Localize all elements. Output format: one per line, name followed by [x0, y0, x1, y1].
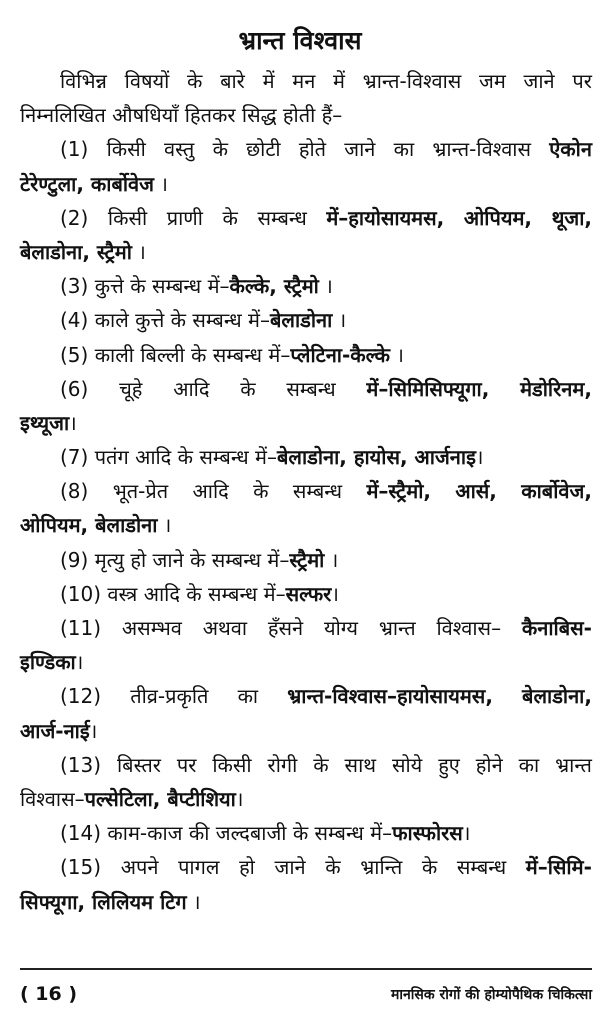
text-line: [20, 64, 592, 98]
remedy-text: बेलाडोना,: [522, 684, 592, 709]
text-run: छोटी: [246, 137, 281, 162]
remedy-text: कार्बोवेज,: [521, 479, 592, 504]
text-run: भूत-प्रेत: [112, 479, 169, 504]
remedy-text: में–सिमिसिफ्यूगा,: [366, 376, 490, 401]
text-run: पर: [572, 69, 592, 93]
remedy-text: पल्सेटिला, बैप्टीशिया: [84, 786, 236, 811]
text-run: (15): [60, 855, 102, 880]
text-line: [20, 885, 592, 919]
text-run: भ्रान्त-विश्वास: [362, 69, 462, 93]
text-run: असम्भव: [121, 616, 182, 640]
text-run: अपने: [120, 855, 159, 880]
text-run: किसी: [106, 137, 146, 162]
text-line: [20, 167, 592, 201]
text-run: अथवा: [202, 616, 248, 640]
text-run: ।: [131, 239, 146, 264]
text-run: विभिन्न: [60, 69, 107, 93]
text-line: [20, 850, 592, 884]
text-run: में: [262, 69, 275, 93]
remedy-text: ओपियम, बेलाडोना: [20, 513, 158, 538]
footer-divider: [20, 968, 592, 970]
text-run: ।: [332, 308, 347, 333]
text-run: सम्बन्ध: [286, 376, 336, 401]
text-run: (10) वस्त्र आदि के सम्बन्ध में–: [60, 581, 286, 606]
text-run: जाने: [344, 137, 376, 162]
remedy-text: बेलाडोना, हायोस, आर्जनाइ: [276, 445, 476, 470]
text-run: ।: [89, 718, 98, 743]
text-run: रोगी: [267, 752, 298, 777]
text-line: [20, 611, 592, 645]
remedy-text: आर्स,: [455, 479, 497, 504]
text-run: सम्बन्ध: [257, 205, 307, 230]
text-run: (5) काली बिल्ली के सम्बन्ध में–: [60, 342, 291, 367]
text-run: जाने: [274, 855, 306, 880]
text-run: होते: [298, 137, 327, 162]
text-run: में: [333, 69, 345, 93]
remedy-text: इण्डिका: [20, 650, 76, 675]
remedy-text: प्लेटिना-कैल्के: [290, 342, 391, 367]
text-line: [20, 474, 592, 508]
remedy-text: स्ट्रैमो: [289, 547, 325, 572]
text-run: पागल: [178, 855, 220, 880]
text-run: तीव्र-प्रकृति: [130, 684, 209, 709]
text-run: हँसने: [267, 616, 304, 640]
text-run: वस्तु: [164, 137, 195, 162]
text-line: [20, 303, 592, 337]
text-line: [20, 645, 592, 679]
text-run: साथ: [344, 752, 377, 777]
text-run: (2): [60, 205, 89, 230]
text-run: (1): [60, 137, 89, 162]
body-text: [20, 64, 592, 919]
text-line: [20, 406, 592, 440]
text-run: के: [222, 205, 238, 230]
text-run: चूहे: [119, 376, 143, 401]
text-run: जम: [479, 69, 506, 93]
text-run: के: [212, 137, 228, 162]
text-run: (7) पतंग आदि के सम्बन्ध में–: [60, 445, 277, 470]
text-run: के: [325, 855, 341, 880]
remedy-text: ओपियम,: [463, 205, 533, 230]
text-run: सम्बन्ध: [292, 479, 343, 504]
text-run: होने: [475, 752, 503, 777]
remedy-text: कैल्के, स्ट्रैमो: [229, 274, 319, 299]
text-run: भ्रान्ति: [360, 855, 403, 880]
text-run: (4) काले कुत्ते के सम्बन्ध में–: [60, 308, 270, 333]
text-run: किसी: [212, 752, 252, 777]
text-run: प्राणी: [166, 205, 203, 230]
text-run: ।: [318, 274, 333, 299]
text-line: [20, 714, 592, 748]
text-run: के: [253, 479, 269, 504]
text-run: (9) मृत्यु हो जाने के सम्बन्ध में–: [60, 547, 290, 572]
text-run: हो: [239, 855, 255, 880]
remedy-text: सिफ्यूगा, लिलियम टिग: [20, 889, 187, 914]
text-run: (11): [60, 616, 102, 640]
text-run: (14) काम-काज की जल्दबाजी के सम्बन्ध में–: [60, 821, 393, 846]
text-line: [20, 98, 592, 132]
text-line: [20, 440, 592, 474]
remedy-text: में–स्ट्रैमो,: [366, 479, 431, 504]
text-run: आदि: [192, 479, 229, 504]
remedy-text: बेलाडोना: [270, 308, 333, 333]
remedy-text: आर्ज-नाई: [20, 718, 90, 743]
remedy-text: इथ्यूजा: [20, 410, 70, 435]
remedy-text: मेडोरिनम,: [520, 376, 592, 401]
remedy-text: ऐकोन: [549, 137, 592, 162]
text-line: [20, 201, 592, 235]
text-run: ।: [390, 342, 404, 367]
text-run: योग्य: [323, 616, 358, 640]
text-run: ।: [186, 889, 201, 914]
remedy-text: थूजा,: [551, 205, 592, 230]
text-run: का: [237, 684, 259, 709]
text-line: [20, 269, 592, 303]
text-line: [20, 816, 592, 850]
text-run: (6): [60, 376, 89, 401]
remedy-text: कैनाबिस-: [521, 616, 592, 640]
text-run: ।: [75, 650, 84, 675]
text-line: [20, 748, 592, 782]
text-line: [20, 679, 592, 713]
text-run: निम्नलिखित औषधियाँ हितकर सिद्ध होती हैं–: [20, 103, 343, 128]
remedy-text: बेलाडोना, स्ट्रैमो: [20, 239, 132, 264]
text-run: भ्रान्त: [555, 752, 592, 777]
text-run: भ्रान्त-विश्वास: [432, 137, 532, 162]
book-title: मानसिक रोगों की होम्योपैथिक चिकित्सा: [391, 986, 592, 1003]
text-line: [20, 577, 592, 611]
text-run: (8): [60, 479, 89, 504]
text-run: ।: [69, 410, 77, 435]
text-run: के: [421, 855, 438, 880]
text-run: पर: [176, 752, 197, 777]
text-run: का: [393, 137, 415, 162]
remedy-text: सल्फर: [285, 581, 332, 606]
text-run: ।: [324, 547, 339, 572]
remedy-text: भ्रान्त-विश्वास–हायोसायमस,: [287, 684, 493, 709]
text-run: ।: [235, 786, 244, 811]
remedy-text: टेरेण्टुला, कार्बोवेज: [20, 171, 155, 196]
text-run: बिस्तर: [116, 752, 161, 777]
text-run: (12): [60, 684, 102, 709]
text-line: [20, 235, 592, 269]
text-run: (13): [60, 752, 102, 777]
text-run: किसी: [107, 205, 148, 230]
text-run: जाने: [523, 69, 555, 93]
text-run: के: [240, 376, 256, 401]
text-run: विश्वास–: [436, 616, 502, 640]
text-run: ।: [154, 171, 168, 196]
text-run: भ्रान्त: [378, 616, 416, 640]
remedy-text: में–हायोसायमस,: [326, 205, 445, 230]
text-run: के: [187, 69, 203, 93]
text-line: [20, 132, 592, 166]
text-run: ।: [475, 445, 484, 470]
page-number: ( 16 ): [20, 983, 78, 1005]
text-line: [20, 782, 592, 816]
text-run: हुए: [438, 752, 460, 777]
text-run: सोये: [391, 752, 423, 777]
text-run: आदि: [173, 376, 210, 401]
text-run: मन: [292, 69, 316, 93]
remedy-text: फास्फोरस: [392, 821, 463, 846]
text-run: बारे: [220, 69, 245, 93]
text-run: के: [313, 752, 329, 777]
text-run: ।: [157, 513, 172, 538]
text-line: [20, 508, 592, 542]
remedy-text: में–सिमि-: [525, 855, 592, 880]
text-run: ।: [331, 581, 339, 606]
text-run: सम्बन्ध: [456, 855, 507, 880]
text-run: ।: [462, 821, 471, 846]
text-run: (3) कुत्ते के सम्बन्ध में–: [60, 274, 230, 299]
text-run: का: [518, 752, 540, 777]
page-footer: [20, 980, 592, 1008]
text-line: [20, 543, 592, 577]
page-title: भ्रान्त विश्वास: [238, 26, 362, 55]
text-line: [20, 338, 592, 372]
text-run: विश्वास–: [20, 786, 85, 811]
text-line: [20, 372, 592, 406]
text-run: विषयों: [124, 69, 170, 93]
